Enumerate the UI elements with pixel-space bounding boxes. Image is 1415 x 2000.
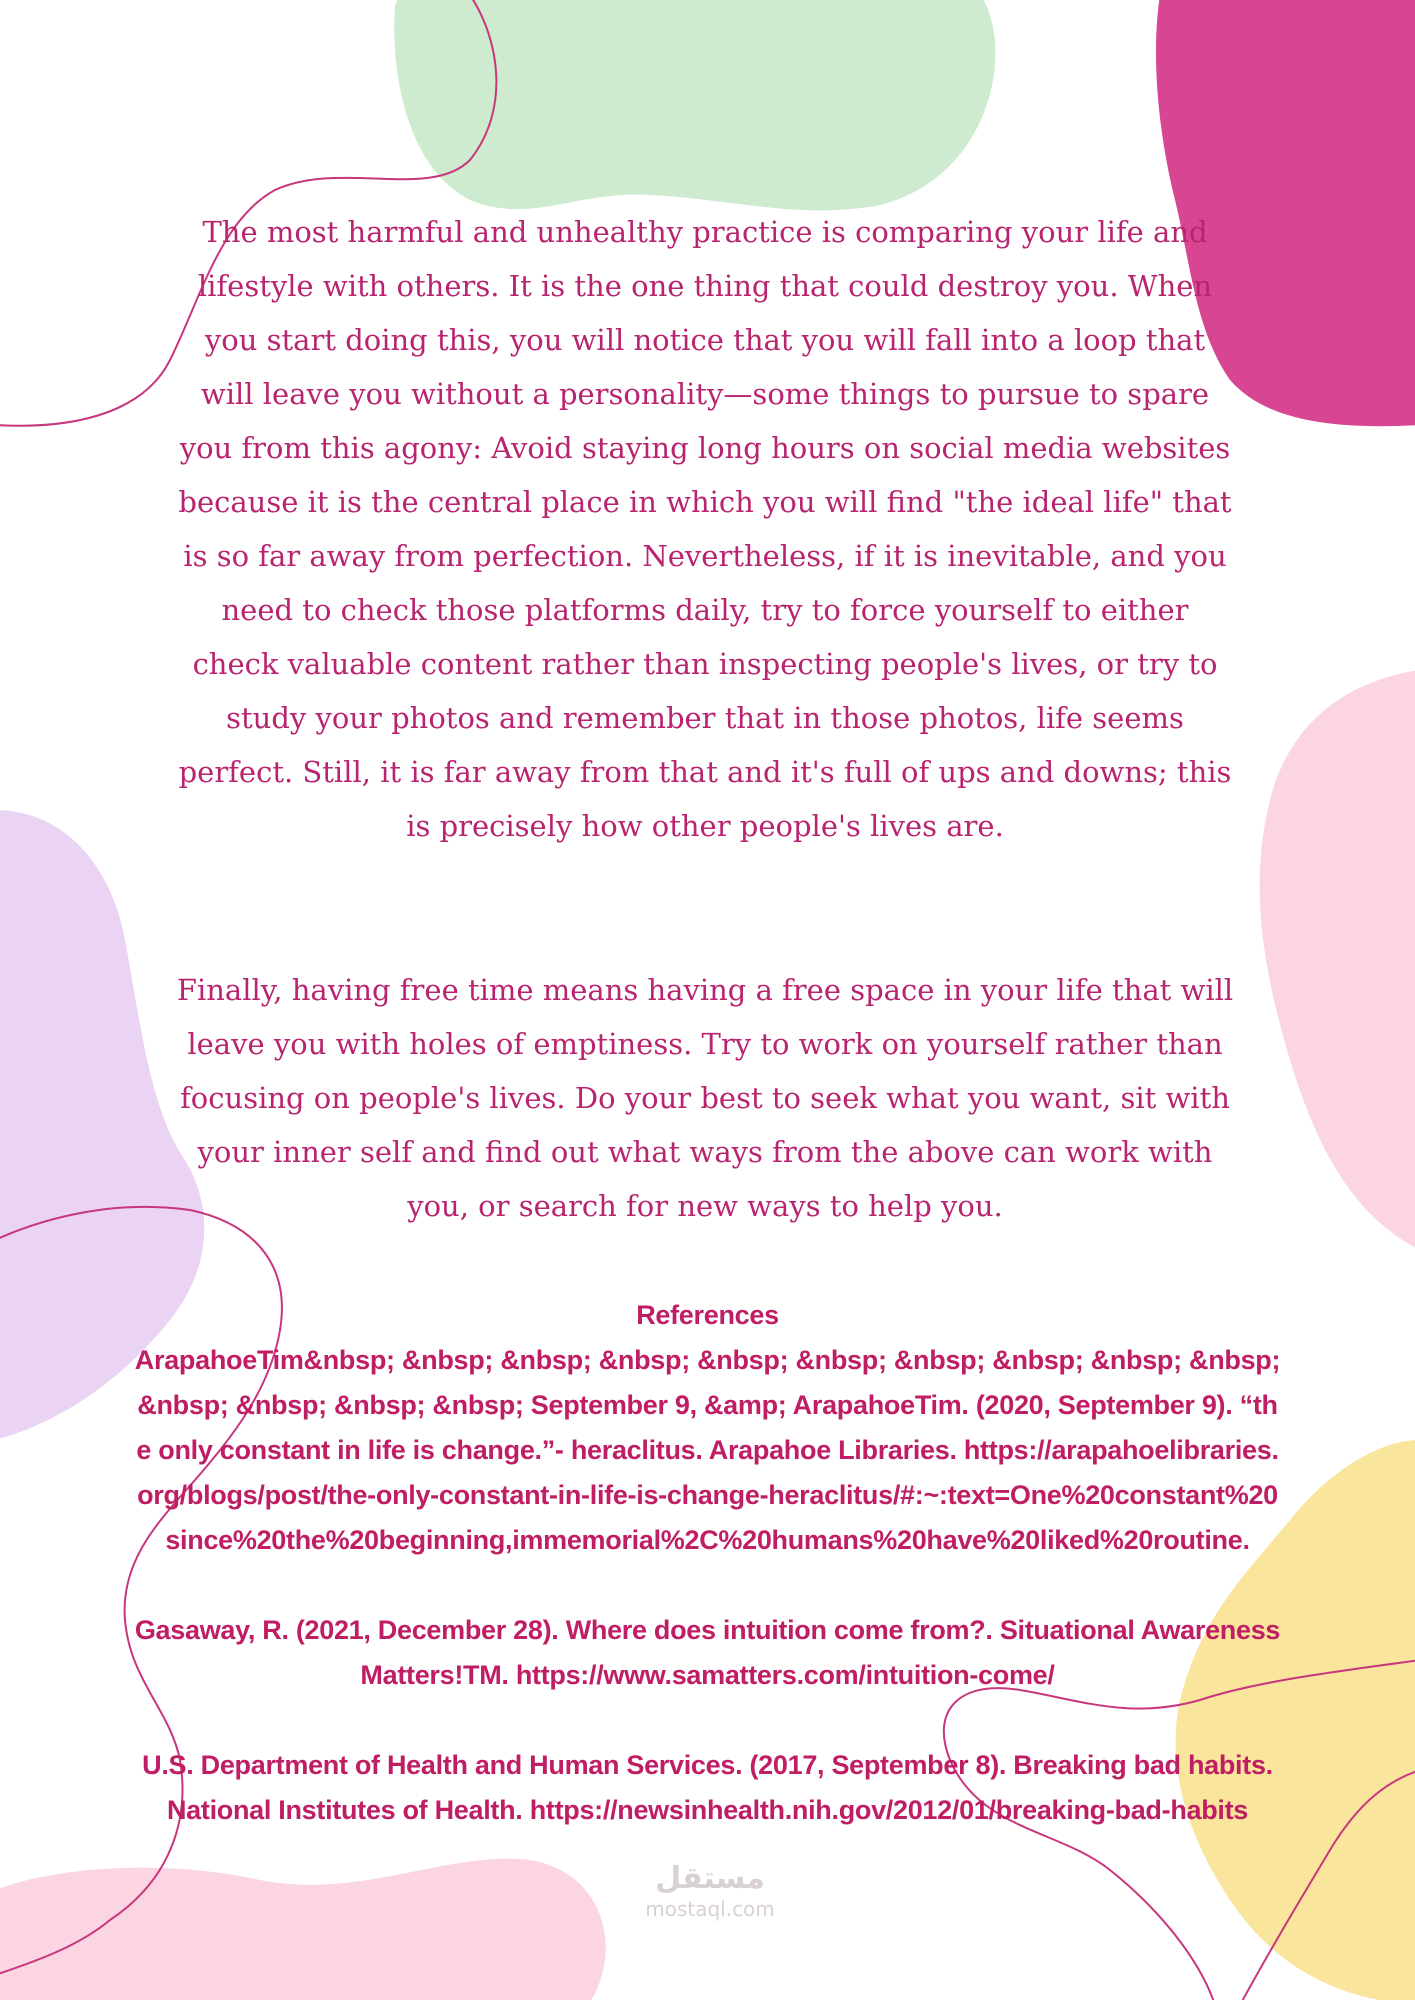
body-paragraph-1: The most harmful and unhealthy practice is comparing your life and lifestyle with others. It is the one thing that could destroy you. When you start doing this, you will notice that you will fall into a loop that will leave you without a personality—some things to pursue to spare you from this agony: Avoid staying long hours on social media websites because it is the central place in which you will find "the ideal life" that is so far away from perfection. Nevertheless, if it is inevitable, and you need to check those platforms daily, try to force yourself to either check valuable content rather than inspecting people's lives, or try to study your photos and remember that in those photos, life seems perfect. Still, it is far away from that and it's full of ups and downs; this is precisely how other people's lives are. <box>178 215 1232 843</box>
reference-entry-2: Gasaway, R. (2021, December 28). Where does intuition come from?. Situational Awareness Matters!TM. https://www.samatters.com/intuition-come/ <box>134 1615 1281 1690</box>
reference-entry-1: ArapahoeTim&nbsp; &nbsp; &nbsp; &nbsp; &nbsp; &nbsp; &nbsp; &nbsp; &nbsp; &nbsp; &nbsp; &nbsp; &nbsp; &nbsp; September 9, &amp; ArapahoeTim. (2020, September 9). “the only constant in life is change.”- heraclitus. Arapahoe Libraries. https://arapahoelibraries.org/blogs/post/the-only-constant-in-life-is-change-heraclitus/#:~:text=One%20constant%20since%20the%20beginning,immemorial%2C%20humans%20have%20liked%20routine. <box>134 1345 1281 1555</box>
references-title: References <box>636 1300 779 1330</box>
reference-entry-3: U.S. Department of Health and Human Services. (2017, September 8). Breaking bad habits. National Institutes of Health. https://newsinhealth.nih.gov/2012/01/breaking-bad-habits <box>142 1750 1273 1825</box>
watermark <box>600 1862 820 1922</box>
references-section <box>130 1293 1285 1833</box>
watermark-site: mostaql.com <box>645 1897 775 1921</box>
body-paragraph-2: Finally, having free time means having a free space in your life that will leave you with holes of emptiness. Try to work on yourself rather than focusing on people's lives. Do your best to seek what you want, sit with your inner self and find out what ways from the above can work with you, or search for new ways to help you. <box>176 973 1234 1223</box>
watermark-logo: مستقل <box>655 1861 765 1896</box>
